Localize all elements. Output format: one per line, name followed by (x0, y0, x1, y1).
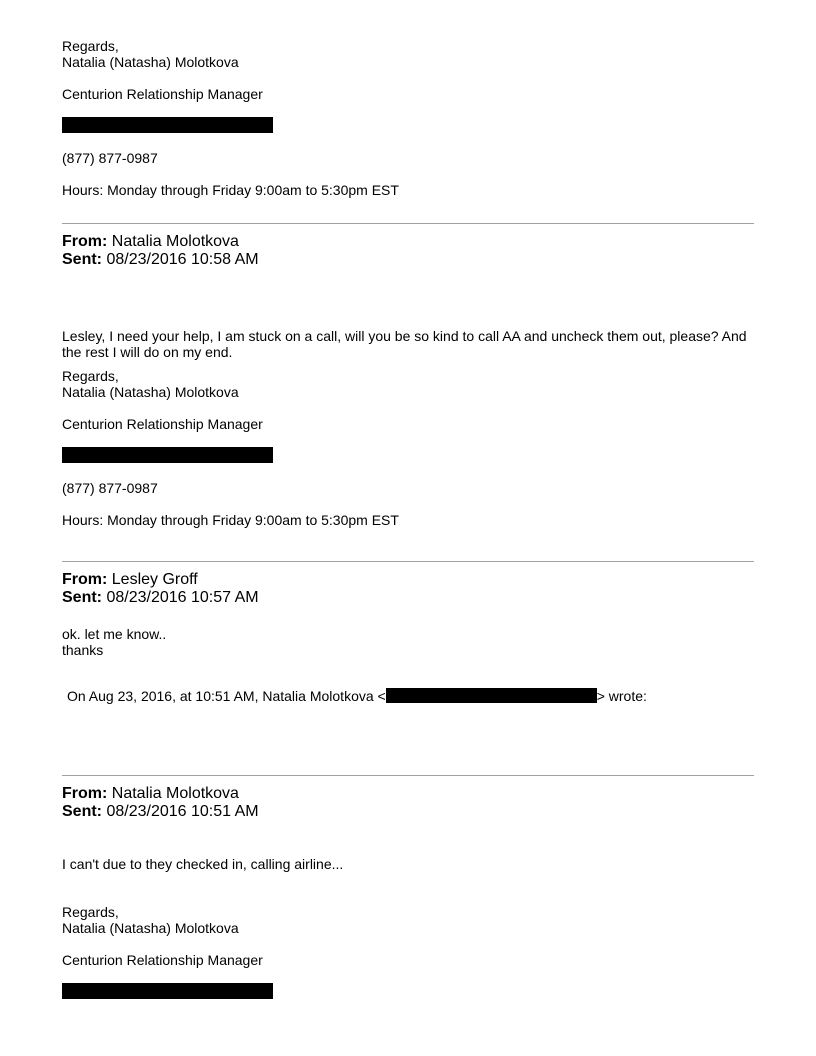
from-value: Natalia Molotkova (111, 233, 239, 250)
from-value: Lesley Groff (111, 571, 198, 588)
message-sent-line (62, 589, 259, 607)
redaction-bar (62, 447, 273, 463)
signature-name: Natalia (Natasha) Molotkova (62, 920, 239, 936)
signature-role: Centurion Relationship Manager (62, 416, 263, 432)
message-body-line: thanks (62, 642, 104, 658)
sent-label: Sent: (62, 803, 102, 820)
message-body: I can't due to they checked in, calling airline... (62, 856, 344, 872)
signature-role: Centurion Relationship Manager (62, 952, 263, 968)
redaction-bar (62, 983, 273, 999)
message-body: Lesley, I need your help, I am stuck on a call, will you be so kind to call AA and uncheck them out, please? And the rest I will do on my end. (62, 328, 747, 360)
signature-hours: Hours: Monday through Friday 9:00am to 5:30pm EST (62, 512, 399, 528)
signature-regards: Regards, (62, 368, 119, 384)
message-from-line (62, 571, 198, 589)
quote-prefix: On Aug 23, 2016, at 10:51 AM, Natalia Molotkova < (67, 688, 386, 704)
signature-role: Centurion Relationship Manager (62, 86, 263, 102)
sent-value: 08/23/2016 10:58 AM (106, 251, 259, 268)
sent-label: Sent: (62, 251, 102, 268)
redaction-bar (62, 117, 273, 133)
sent-value: 08/23/2016 10:51 AM (106, 803, 259, 820)
message-from-line (62, 785, 239, 803)
message-divider (62, 775, 754, 776)
signature-hours: Hours: Monday through Friday 9:00am to 5:30pm EST (62, 182, 399, 198)
signature-phone: (877) 877-0987 (62, 480, 158, 496)
sent-value: 08/23/2016 10:57 AM (106, 589, 259, 606)
message-divider (62, 561, 754, 562)
quote-attribution (67, 688, 647, 704)
signature-regards: Regards, (62, 38, 119, 54)
sent-label: Sent: (62, 589, 102, 606)
from-label: From: (62, 571, 108, 588)
redaction-bar (386, 688, 597, 703)
message-divider (62, 223, 754, 224)
from-label: From: (62, 785, 108, 802)
message-body-line: ok. let me know.. (62, 626, 167, 642)
message-from-line (62, 233, 239, 251)
signature-name: Natalia (Natasha) Molotkova (62, 54, 239, 70)
quote-suffix: > wrote: (596, 688, 647, 704)
signature-phone: (877) 877-0987 (62, 150, 158, 166)
from-value: Natalia Molotkova (111, 785, 239, 802)
signature-name: Natalia (Natasha) Molotkova (62, 384, 239, 400)
message-sent-line (62, 803, 259, 821)
signature-regards: Regards, (62, 904, 119, 920)
from-label: From: (62, 233, 108, 250)
message-sent-line (62, 251, 259, 269)
